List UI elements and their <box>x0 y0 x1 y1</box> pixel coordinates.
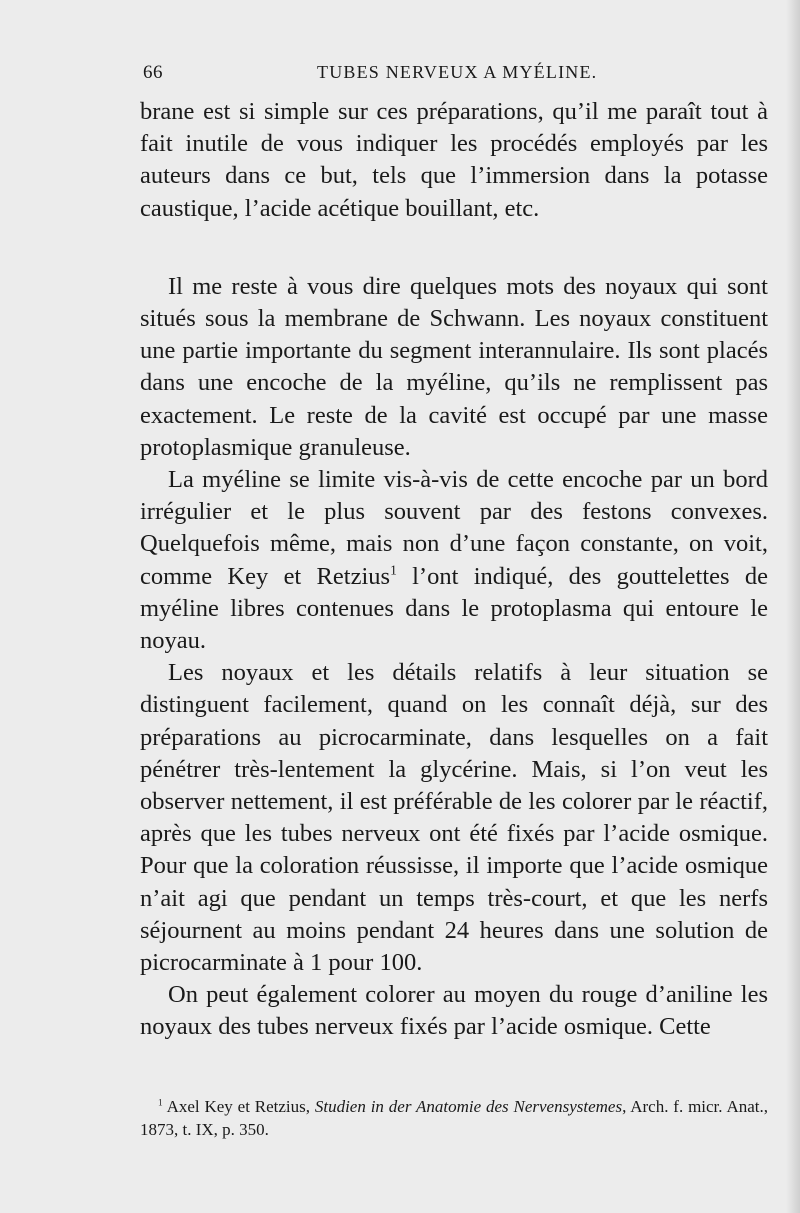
paragraph-continuation: brane est si simple sur ces préparations, qu’il me paraît tout à fait inutile de vous indiquer les procédés employés par les auteurs dans ce but, tels que l’immersion dans la potasse caustique, l’acide acétique bouillant, etc. <box>140 98 768 222</box>
running-head <box>143 62 768 88</box>
footnote-marker: 1 <box>158 1098 163 1109</box>
paragraph-noyaux: Il me reste à vous dire quelques mots des noyaux qui sont situés sous la membrane de Schwann. Les noyaux constituent une partie importante du segment interannulaire. Ils sont placés dans une encoche de la myéline, qu’ils ne remplissent pas exactement. Le reste de la cavité est occupé par une masse protoplasmique granuleuse. <box>140 272 768 461</box>
paragraph-details: Les noyaux et les détails relatifs à leur situation se distinguent facilement, quand on les connaît déjà, sur des préparations au picrocarminate, dans lesquelles on a fait pénétrer très-lentement la glycérine. Mais, si l’on veut les observer nettement, il est préférable de les colorer par le réactif, après que les tubes nerveux ont été fixés par l’acide osmique. Pour que la coloration réussisse, il importe que l’acide osmique n’ait agi que pendant un temps très-court, et que les nerfs séjournent au moins pendant 24 heures dans une solution de picrocarminate à 1 pour 100. <box>140 659 768 977</box>
page-edge-shadow <box>786 0 800 1213</box>
page-number: 66 <box>143 62 163 83</box>
footnote-authors: Axel Key et Retzius, <box>162 1097 315 1116</box>
paragraph-aniline: On peut également colorer au moyen du rouge d’aniline les noyaux des tubes nerveux fixés par l’acide osmique. Cette <box>140 981 768 1041</box>
paragraph-myeline-after: l’ont indiqué, des gouttelettes de myéline libres contenues dans le protoplasma qui entoure le noyau. <box>140 562 768 655</box>
paragraph-myeline-before: La myéline se limite vis-à-vis de cette encoche par un bord irrégulier et le plus souvent par des festons convexes. Quelquefois même, mais non d’une façon constante, on voit, comme Key et Retzius <box>140 466 768 590</box>
footnote-1 <box>140 1095 768 1141</box>
footnote-work-title: Studien in der Anatomie des Nervensystemes <box>314 1097 623 1116</box>
footnotes <box>140 1095 768 1141</box>
footnote-citation: , Arch. f. micr. Anat., 1873, t. IX, p. 350. <box>140 1097 768 1139</box>
running-title: TUBES NERVEUX A MYÉLINE. <box>317 62 598 82</box>
footnote-reference: 1 <box>390 562 397 578</box>
paragraph-myeline <box>140 464 768 657</box>
body-text <box>140 96 768 1044</box>
